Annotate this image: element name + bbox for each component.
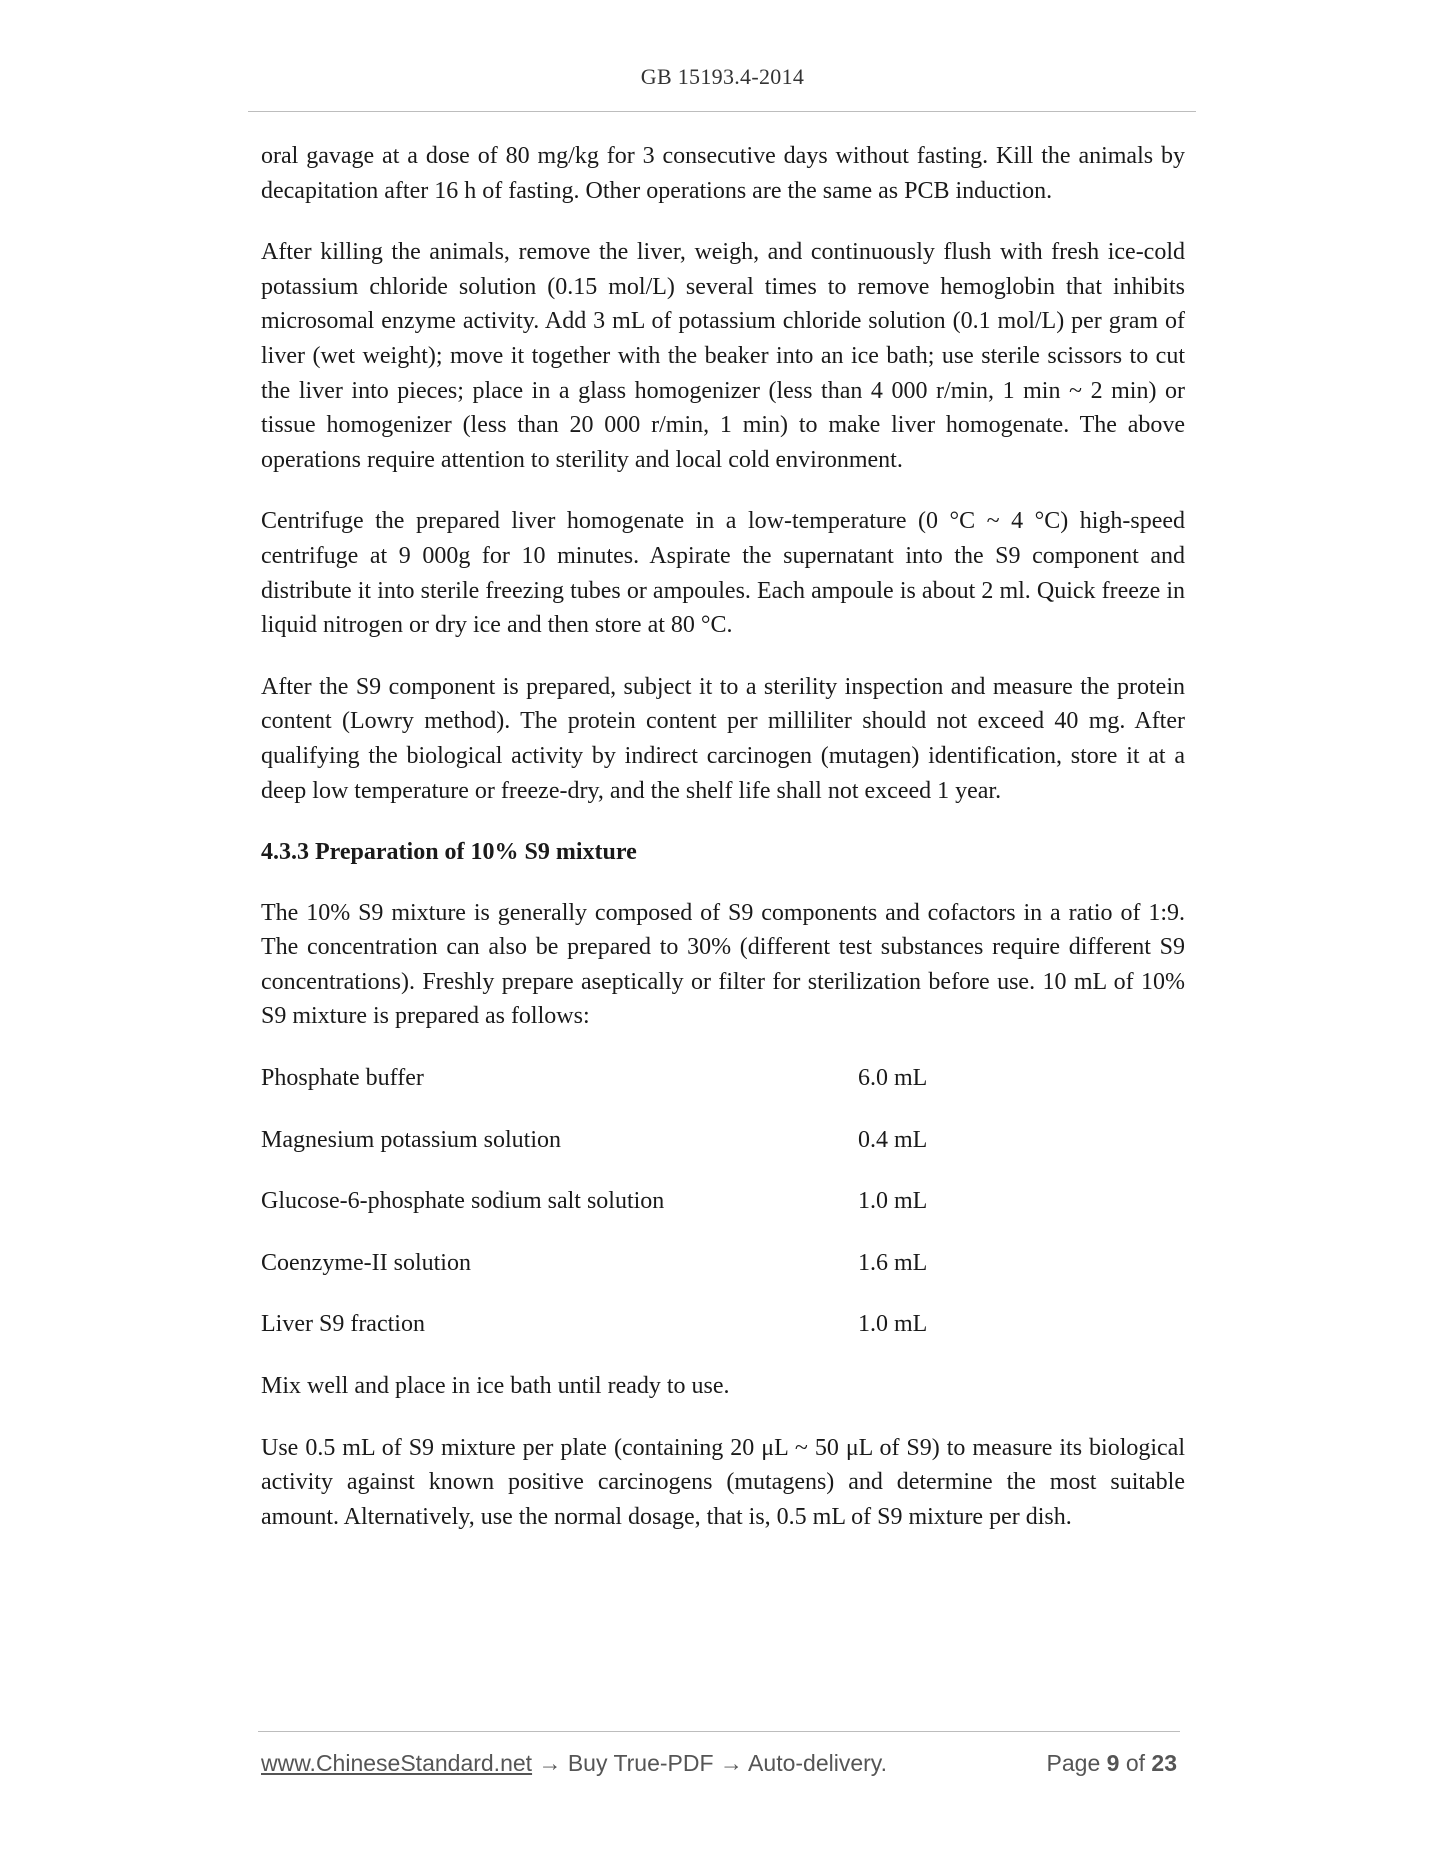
document-header-title: GB 15193.4-2014 xyxy=(640,64,805,89)
recipe-ingredient: Phosphate buffer xyxy=(261,1065,424,1092)
header-divider xyxy=(248,111,1196,112)
recipe-row xyxy=(261,1184,1185,1219)
recipe-amount: 1.0 mL xyxy=(858,1188,928,1215)
recipe-amount: 6.0 mL xyxy=(858,1065,928,1092)
paragraph: After the S9 component is prepared, subject it to a sterility inspection and measure the protein content (Lowry method). The protein content per milliliter should not exceed 40 mg. After qualifying the biological activity by indirect carcinogen (mutagen) identification, store it at a deep low temperature or freeze-dry, and the shelf life shall not exceed 1 year. xyxy=(261,673,1185,804)
page-label: Page xyxy=(1046,1750,1101,1776)
recipe-row xyxy=(261,1123,1185,1158)
recipe-ingredient: Magnesium potassium solution xyxy=(261,1126,561,1153)
recipe-row xyxy=(261,1246,1185,1281)
recipe-row xyxy=(261,1061,1185,1096)
recipe-ingredient: Coenzyme-II solution xyxy=(261,1249,471,1276)
page-footer xyxy=(261,1750,1181,1782)
recipe-amount: 1.6 mL xyxy=(858,1249,928,1276)
recipe-amount: 0.4 mL xyxy=(858,1126,928,1153)
recipe-ingredient: Glucose-6-phosphate sodium salt solution xyxy=(261,1188,665,1215)
recipe-ingredient: Liver S9 fraction xyxy=(261,1311,425,1338)
website-link[interactable]: www.ChineseStandard.net xyxy=(261,1750,533,1776)
paragraph: Mix well and place in ice bath until ready to use. xyxy=(261,1373,730,1400)
paragraph: The 10% S9 mixture is generally composed of S9 components and cofactors in a ratio of 1:9. The concentration can also be prepared to 30% (different test substances require different S9 concentrations). Freshly prepare aseptically or filter for sterilization before use. 10 mL of 10% S9 mixture is prepared as follows: xyxy=(261,899,1185,1030)
page-content xyxy=(261,139,1185,1561)
page-number xyxy=(1047,1750,1177,1777)
page-total: 23 xyxy=(1151,1750,1177,1776)
section-heading: 4.3.3 Preparation of 10% S9 mixture xyxy=(261,839,637,866)
recipe-row xyxy=(261,1307,1185,1342)
footer-divider xyxy=(258,1731,1180,1732)
page-of-label: of xyxy=(1125,1750,1146,1776)
paragraph: After killing the animals, remove the liver, weigh, and continuously flush with fresh ice-cold potassium chloride solution (0.15 mol/L) several times to remove hemoglobin that inhibits microsomal enzyme activity. Add 3 mL of potassium chloride solution (0.1 mol/L) per gram of liver (wet weight); move it together with the beaker into an ice bath; use sterile scissors to cut the liver into pieces; place in a glass homogenizer (less than 4 000 r/min, 1 min ~ 2 min) or tissue homogenizer (less than 20 000 r/min, 1 min) to make liver homogenate. The above operations require attention to sterility and local cold environment. xyxy=(261,239,1185,473)
recipe-list xyxy=(261,1061,1185,1342)
footer-promo xyxy=(261,1750,887,1777)
page-current: 9 xyxy=(1106,1750,1120,1776)
recipe-amount: 1.0 mL xyxy=(858,1311,928,1338)
paragraph: Use 0.5 mL of S9 mixture per plate (containing 20 μL ~ 50 μL of S9) to measure its biological activity against known positive carcinogens (mutagens) and determine the most suitable amount. Alternatively, use the normal dosage, that is, 0.5 mL of S9 mixture per dish. xyxy=(261,1434,1185,1530)
paragraph: Centrifuge the prepared liver homogenate in a low-temperature (0 °C ~ 4 °C) high-speed centrifuge at 9 000g for 10 minutes. Aspirate the supernatant into the S9 component and distribute it into sterile freezing tubes or ampoules. Each ampoule is about 2 ml. Quick freeze in liquid nitrogen or dry ice and then store at 80 °C. xyxy=(261,508,1185,639)
paragraph: oral gavage at a dose of 80 mg/kg for 3 consecutive days without fasting. Kill the animals by decapitation after 16 h of fasting. Other operations are the same as PCB induction. xyxy=(261,143,1185,204)
footer-promo-text: → Buy True-PDF → Auto-delivery. xyxy=(532,1750,887,1776)
